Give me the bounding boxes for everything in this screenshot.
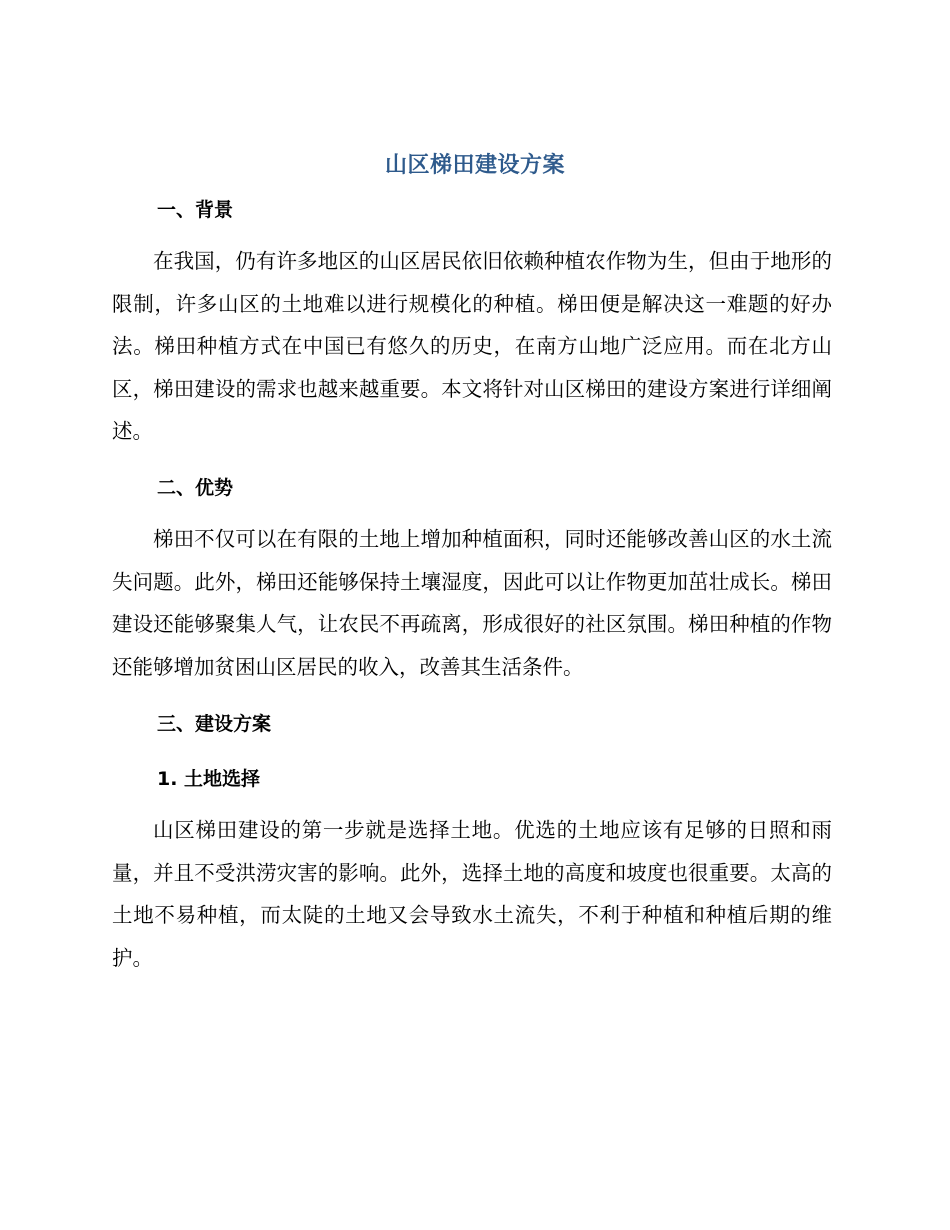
section-heading-advantages: 二、优势 [157,477,234,499]
subsection-paragraph-land-selection: 山区梯田建设的第一步就是选择土地。优选的土地应该有足够的日照和雨量，并且不受洪涝灾害的影响。此外，选择土地的高度和坡度也很重要。太高的土地不易种植，而太陡的土地又会导致水土流失，不利于种植和种植后期的维护。 [112,818,832,970]
section-paragraph-advantages: 梯田不仅可以在有限的土地上增加种植面积，同时还能够改善山区的水土流失问题。此外，梯田还能够保持土壤湿度，因此可以让作物更加茁壮成长。梯田建设还能够聚集人气，让农民不再疏离，形成很好的社区氛围。梯田种植的作物还能够增加贫困山区居民的收入，改善其生活条件。 [112,527,832,679]
section-heading-construction-plan: 三、建设方案 [157,713,272,735]
section-heading-background: 一、背景 [157,199,234,221]
section-paragraph-background: 在我国，仍有许多地区的山区居民依旧依赖种植农作物为生，但由于地形的限制，许多山区的土地难以进行规模化的种植。梯田便是解决这一难题的好办法。梯田种植方式在中国已有悠久的历史，在南方山地广泛应用。而在北方山区，梯田建设的需求也越来越重要。本文将针对山区梯田的建设方案进行详细阐述。 [112,249,832,443]
document-title: 山区梯田建设方案 [384,153,565,178]
subsection-heading-land-selection: 1. 土地选择 [157,768,261,790]
